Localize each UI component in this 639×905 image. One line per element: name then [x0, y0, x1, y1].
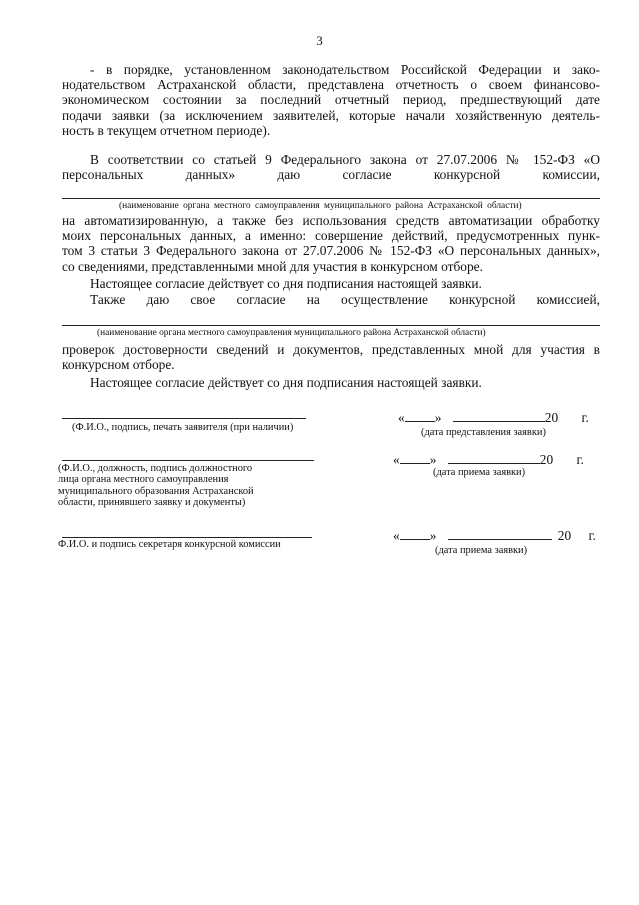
caption-line: (Ф.И.О., подпись, печать заявителя (при наличии) [72, 422, 294, 433]
year-prefix: 20 [557, 528, 572, 543]
date-caption: (дата представления заявки) [421, 427, 546, 438]
signature-line [62, 460, 314, 461]
paragraph-validity [62, 276, 600, 291]
paragraph-also-consent [62, 292, 600, 307]
paragraph-data-processing [62, 213, 600, 274]
signature-line [62, 418, 306, 419]
text-line: том 3 статьи 3 Федерального закона от 27.07.2006 № 152-ФЗ «О персональных данных», [62, 243, 600, 259]
year-suffix: г. [576, 452, 584, 467]
month-blank [448, 527, 552, 540]
close-quote: » [434, 410, 442, 425]
fill-in-line [62, 198, 600, 199]
paragraph-verification [62, 342, 600, 372]
text-line: Также даю свое согласие на осуществление конкурсной комиссией, [90, 292, 600, 307]
year-prefix: 20 [539, 452, 554, 467]
signature-caption [72, 422, 293, 433]
text-line: Настоящее согласие действует со дня подписания настоящей заявки. [90, 375, 482, 390]
open-quote: « [398, 410, 405, 425]
caption-line: муниципального образования Астраханской [58, 485, 254, 497]
text-line: конкурсном отборе. [62, 357, 175, 373]
date-field [393, 451, 584, 468]
month-blank [453, 409, 545, 422]
year-suffix: г. [588, 528, 596, 543]
text-line: нодательством Астраханской области, представлена отчетность о своем финансово- [62, 77, 600, 93]
text-line: экономическом состоянии за последний отчетный период, предшествующий дате [62, 92, 600, 108]
text-line: на автоматизированную, а также без использования средств автоматизации обработку [62, 213, 600, 228]
paragraph-validity [62, 375, 600, 390]
date-field [398, 409, 589, 426]
fill-in-line [62, 325, 600, 326]
date-caption: (дата приема заявки) [433, 467, 526, 478]
day-blank [400, 527, 430, 540]
date-caption: (дата приема заявки) [435, 545, 528, 556]
page-number: 3 [316, 33, 323, 48]
close-quote: » [429, 452, 437, 467]
signature-line [62, 537, 312, 538]
close-quote: » [429, 528, 437, 543]
text-line: моих персональных данных, а именно: совершение действий, предусмотренных пунк- [62, 228, 600, 244]
signature-caption [58, 539, 281, 550]
paragraph-consent-law [62, 152, 600, 182]
text-line: со сведениями, представленными мной для участия в конкурсном отборе. [62, 258, 483, 274]
caption-organ-name: (наименование органа местного самоуправления муниципального района Астраханской области) [119, 201, 522, 211]
date-field [393, 527, 596, 544]
month-blank [448, 451, 540, 464]
open-quote: « [393, 528, 400, 543]
caption-line: (Ф.И.О., должность, подпись должностного [58, 463, 253, 474]
text-line: ность в текущем отчетном периоде). [62, 122, 271, 138]
year-prefix: 20 [544, 410, 559, 425]
text-line: В соответствии со статьей 9 Федерального закона от 27.07.2006 № 152-ФЗ «О [90, 152, 600, 167]
text-line: проверок достоверности сведений и документов, представленных мной для участия в [62, 342, 600, 357]
caption-line: лица органа местного самоуправления [58, 474, 229, 486]
day-blank [400, 451, 430, 464]
caption-organ-name: (наименование органа местного самоуправления муниципального района Астраханской области) [97, 328, 486, 338]
paragraph-financial-reporting [62, 62, 600, 138]
text-line: подачи заявки (за исключением заявителей, которые начали хозяйственную деятель- [62, 107, 600, 123]
open-quote: « [393, 452, 400, 467]
year-suffix: г. [581, 410, 589, 425]
caption-line: Ф.И.О. и подпись секретаря конкурсной комиссии [58, 539, 281, 550]
signature-caption [58, 463, 254, 509]
text-line: Настоящее согласие действует со дня подписания настоящей заявки. [90, 276, 482, 291]
text-line: - в порядке, установленном законодательством Российской Федерации и зако- [90, 62, 600, 77]
text-line: персональных данных» даю согласие конкурсной комиссии, [62, 167, 600, 183]
day-blank [405, 409, 435, 422]
caption-line: области, принявшего заявку и документы) [58, 497, 246, 509]
